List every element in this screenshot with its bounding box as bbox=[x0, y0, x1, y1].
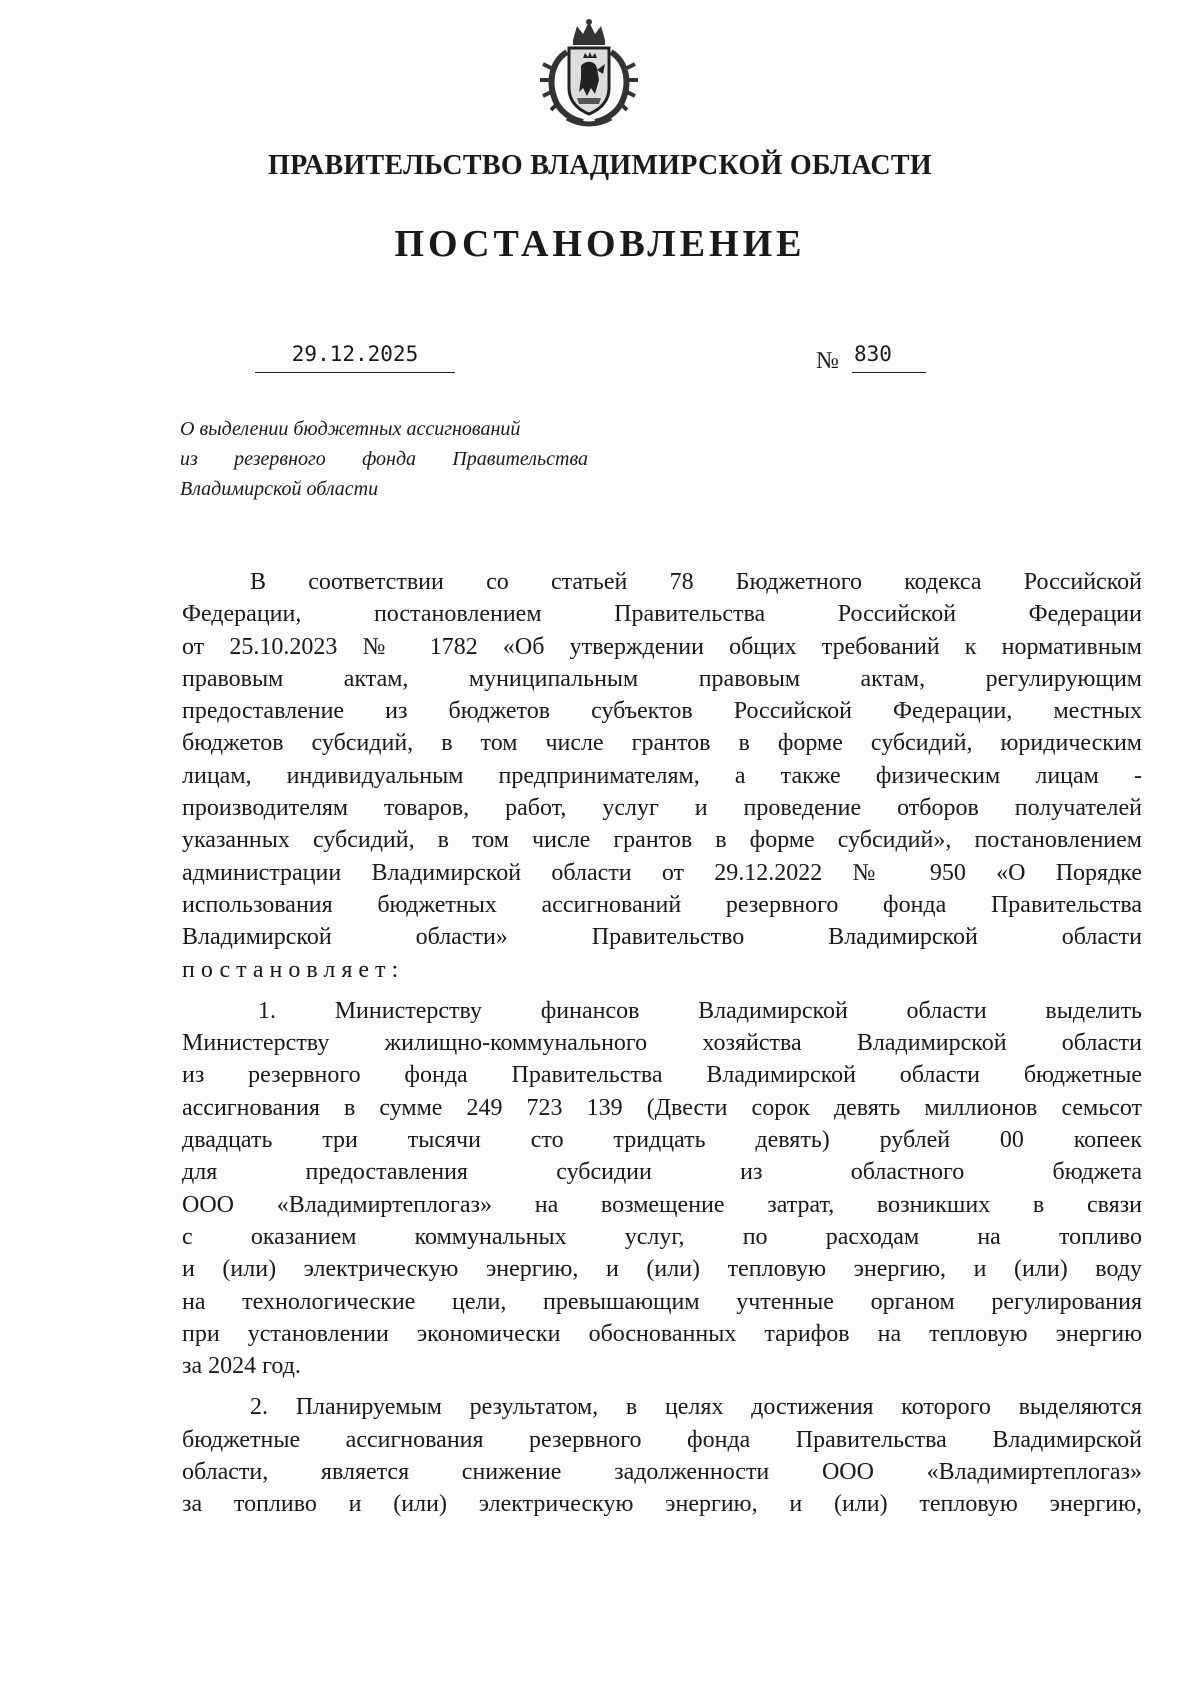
document-body bbox=[182, 566, 1142, 1521]
document-subject bbox=[180, 414, 600, 504]
text-line: ООО «Владимиртеплогаз» на возмещение затрат, возникших в связи bbox=[182, 1191, 1142, 1218]
text-line: с оказанием коммунальных услуг, по расходам на топливо bbox=[182, 1223, 1142, 1250]
text-line: бюджетов субсидий, в том числе грантов в форме субсидий, юридическим bbox=[182, 730, 1142, 757]
item-1-paragraph bbox=[182, 995, 1142, 1383]
text-line: Федерации, постановлением Правительства Российской Федерации bbox=[182, 601, 1142, 628]
text-line: на технологические цели, превышающим учтенные органом регулирования bbox=[182, 1288, 1142, 1315]
text-line: Министерству жилищно-коммунального хозяйства Владимирской области bbox=[182, 1030, 1142, 1057]
preamble-paragraph bbox=[182, 566, 1142, 986]
document-date: 29.12.2025 bbox=[255, 342, 455, 373]
text-line: Владимирской области» Правительство Владимирской области bbox=[182, 924, 1142, 951]
subject-line: О выделении бюджетных ассигнований bbox=[180, 418, 521, 440]
text-line: 1. Министерству финансов Владимирской области выделить bbox=[258, 997, 1142, 1024]
text-line: от 25.10.2023 № 1782 «Об утверждении общих требований к нормативным bbox=[182, 633, 1142, 660]
text-line: производителям товаров, работ, услуг и проведение отборов получателей bbox=[182, 795, 1142, 822]
document-number: 830 bbox=[852, 342, 926, 373]
resolves-word: постановляет: bbox=[182, 956, 405, 983]
government-title: ПРАВИТЕЛЬСТВО ВЛАДИМИРСКОЙ ОБЛАСТИ bbox=[268, 150, 932, 181]
text-line: предоставление из бюджетов субъектов Российской Федерации, местных bbox=[182, 698, 1142, 725]
text-line: лицам, индивидуальным предпринимателям, а также физическим лицам - bbox=[182, 762, 1142, 789]
text-line: указанных субсидий, в том числе грантов в форме субсидий», постановлением bbox=[182, 827, 1142, 854]
text-line: области, является снижение задолженности ООО «Владимиртеплогаз» bbox=[182, 1459, 1142, 1486]
text-line: правовым актам, муниципальным правовым актам, регулирующим bbox=[182, 665, 1142, 692]
text-line: и (или) электрическую энергию, и (или) тепловую энергию, и (или) воду bbox=[182, 1256, 1142, 1283]
coat-of-arms-icon bbox=[537, 18, 641, 128]
text-line: для предоставления субсидии из областного бюджета bbox=[182, 1159, 1142, 1186]
subject-line: из резервного фонда Правительства bbox=[180, 448, 588, 470]
document-type-title: ПОСТАНОВЛЕНИЕ bbox=[394, 223, 806, 265]
text-line: при установлении экономически обоснованных тарифов на тепловую энергию bbox=[182, 1320, 1142, 1347]
number-sign: № bbox=[816, 348, 839, 374]
text-line: администрации Владимирской области от 29.12.2022 № 950 «О Порядке bbox=[182, 859, 1142, 886]
text-line: ассигнования в сумме 249 723 139 (Двести сорок девять миллионов семьсот bbox=[182, 1094, 1142, 1121]
text-line: за 2024 год. bbox=[182, 1353, 301, 1380]
item-2-paragraph bbox=[182, 1391, 1142, 1520]
text-line: из резервного фонда Правительства Владимирской области бюджетные bbox=[182, 1062, 1142, 1089]
text-line: использования бюджетных ассигнований резервного фонда Правительства bbox=[182, 891, 1142, 918]
text-line: двадцать три тысячи сто тридцать девять) рублей 00 копеек bbox=[182, 1127, 1142, 1154]
text-line: за топливо и (или) электрическую энергию, и (или) тепловую энергию, bbox=[182, 1491, 1142, 1518]
text-line: В соответствии со статьей 78 Бюджетного кодекса Российской bbox=[250, 569, 1142, 595]
text-line: 2. Планируемым результатом, в целях достижения которого выделяются bbox=[250, 1394, 1142, 1421]
text-line: бюджетные ассигнования резервного фонда Правительства Владимирской bbox=[182, 1426, 1142, 1453]
subject-line: Владимирской области bbox=[180, 478, 379, 500]
